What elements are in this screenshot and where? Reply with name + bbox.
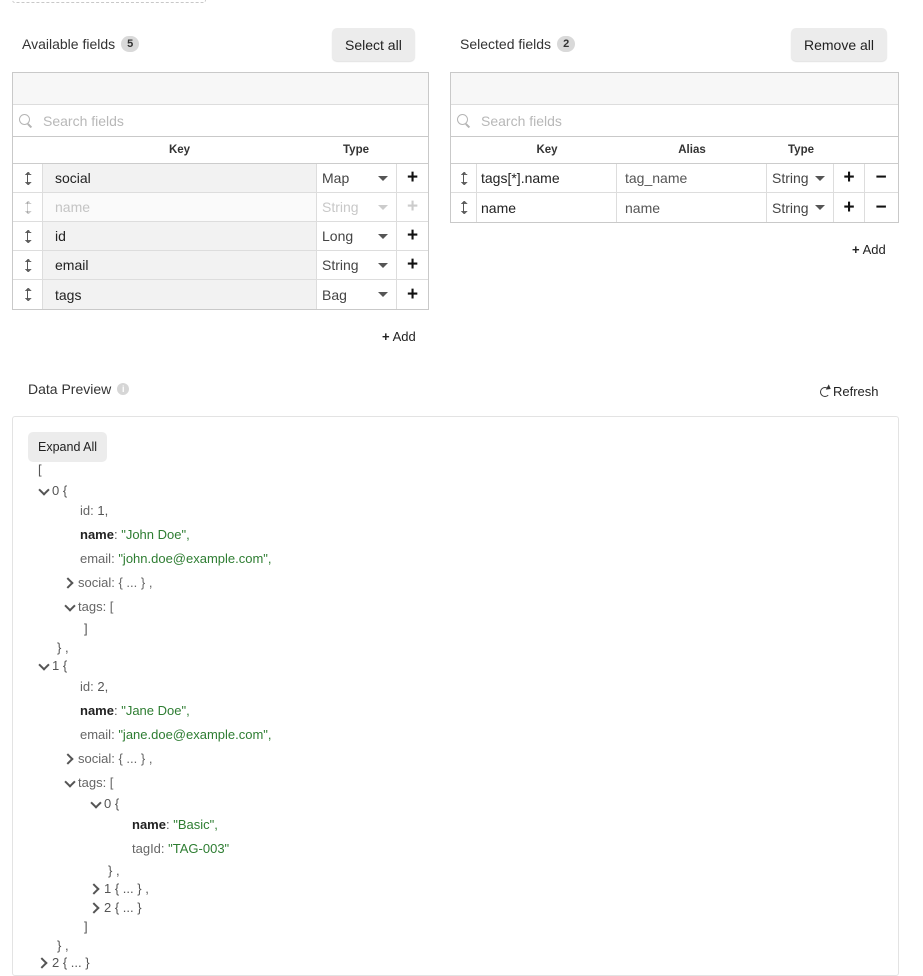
alias-input[interactable]: name	[617, 193, 767, 222]
expand-all-button[interactable]: Expand All	[28, 432, 107, 462]
type-value: String	[322, 199, 359, 215]
node-label: 1 {	[52, 658, 68, 673]
tree-key: tagId:	[132, 841, 165, 856]
chevron-down-icon	[90, 798, 102, 810]
refresh-button[interactable]	[820, 384, 879, 399]
selected-search-bar	[451, 105, 898, 137]
selected-add-link[interactable]	[852, 242, 886, 257]
chevron-right-icon	[64, 577, 76, 589]
tree-key: email:	[80, 727, 115, 742]
tree-node-toggle[interactable]	[90, 796, 119, 811]
tree-line: name : "Jane Doe",	[80, 703, 190, 718]
caret-down-icon	[378, 263, 388, 268]
selected-fields-table	[450, 72, 899, 223]
tree-line	[57, 640, 69, 655]
selected-fields-header	[460, 36, 575, 52]
node-label: social: { ... } ,	[78, 575, 153, 590]
minus-icon: −	[875, 167, 887, 188]
plus-icon: +	[406, 196, 419, 217]
available-fields-header	[22, 36, 139, 52]
tree-value: "jane.doe@example.com",	[118, 727, 272, 742]
search-icon	[19, 114, 33, 128]
type-value: String	[772, 170, 809, 186]
type-select[interactable]	[317, 164, 397, 192]
drag-handle-icon	[460, 172, 468, 185]
tree-node-toggle[interactable]	[38, 658, 67, 673]
caret-down-icon	[378, 234, 388, 239]
field-key: email	[43, 251, 317, 279]
tree-line	[80, 503, 108, 518]
chevron-down-icon	[38, 660, 50, 672]
tree-node-toggle[interactable]	[90, 881, 149, 896]
info-icon[interactable]: i	[117, 383, 129, 395]
data-preview-label: Data Preview	[28, 381, 112, 397]
type-select	[317, 193, 397, 221]
available-table-header	[13, 137, 428, 164]
tree-open-bracket	[38, 462, 42, 477]
table-row	[13, 222, 428, 251]
tree-line	[108, 863, 120, 878]
table-row	[13, 193, 428, 222]
node-label: tags: [	[78, 775, 114, 790]
node-label: social: { ... } ,	[78, 751, 153, 766]
plus-icon: +	[406, 283, 419, 305]
plus-icon: +	[852, 242, 860, 257]
caret-down-icon	[378, 292, 388, 297]
remove-all-button[interactable]: Remove all	[791, 28, 887, 61]
plus-icon: +	[843, 167, 855, 188]
field-key: name	[477, 193, 617, 222]
tree-key: name	[132, 817, 166, 832]
selected-drop-area	[451, 73, 898, 105]
caret-down-icon	[815, 205, 825, 210]
add-field-button[interactable]	[397, 222, 428, 250]
table-row	[13, 164, 428, 193]
node-label: 2 { ... }	[52, 955, 90, 970]
drag-handle-icon	[460, 201, 468, 214]
drag-handle[interactable]	[13, 280, 43, 309]
node-label: 2 { ... }	[104, 900, 142, 915]
type-select[interactable]	[317, 251, 397, 279]
col-type-header: Type	[788, 144, 814, 156]
tree-key: name	[80, 527, 114, 542]
tree-value: "John Doe",	[121, 527, 190, 542]
plus-icon: +	[406, 254, 419, 275]
chevron-down-icon	[38, 485, 50, 497]
bracket-text: ]	[84, 621, 88, 636]
drag-handle-icon	[24, 230, 32, 243]
tree-line	[80, 679, 108, 694]
drag-handle-icon	[24, 288, 32, 301]
field-key: name	[43, 193, 317, 221]
tree-value: "Jane Doe",	[121, 703, 190, 718]
plus-icon: +	[406, 225, 419, 246]
available-fields-table	[12, 72, 429, 310]
caret-down-icon	[378, 176, 388, 181]
table-row	[451, 164, 898, 193]
add-field-button[interactable]	[834, 193, 865, 222]
tree-line: name : "Basic",	[132, 817, 218, 832]
alias-input[interactable]: tag_name	[617, 164, 767, 192]
col-key-header: Key	[168, 144, 191, 156]
remove-field-button[interactable]	[865, 164, 897, 192]
select-all-button[interactable]: Select all	[332, 28, 415, 61]
search-icon	[457, 114, 471, 128]
refresh-label: Refresh	[833, 384, 879, 399]
add-field-button[interactable]	[397, 251, 428, 279]
table-row	[13, 251, 428, 280]
chevron-right-icon	[90, 883, 102, 895]
col-type-header: Type	[343, 144, 369, 156]
selected-fields-title: Selected fields	[460, 36, 552, 52]
drag-handle[interactable]	[451, 164, 477, 192]
drag-handle[interactable]	[13, 222, 43, 250]
tree-line: name : "John Doe",	[80, 527, 190, 542]
available-search-input[interactable]	[41, 112, 341, 130]
available-count-badge: 5	[121, 36, 139, 52]
type-value: Long	[322, 228, 354, 244]
tree-value: 1,	[97, 503, 109, 518]
table-row	[13, 280, 428, 309]
add-label: Add	[392, 329, 416, 344]
refresh-icon	[820, 387, 830, 397]
tree-line	[57, 938, 69, 953]
type-select[interactable]	[317, 280, 397, 309]
available-add-link[interactable]	[382, 329, 416, 344]
col-key-header: Key	[536, 144, 558, 156]
plus-icon: +	[382, 329, 390, 344]
table-row	[451, 193, 898, 222]
chevron-right-icon	[64, 753, 76, 765]
data-preview-title	[28, 381, 129, 397]
chevron-down-icon	[64, 777, 76, 789]
tree-node-toggle[interactable]	[64, 599, 113, 614]
field-key: tags[*].name	[477, 164, 617, 192]
tree-key: name	[80, 703, 114, 718]
available-fields-title: Available fields	[22, 36, 116, 52]
tree-value: "TAG-003"	[168, 841, 230, 856]
chevron-right-icon	[90, 902, 102, 914]
selected-table-header	[451, 137, 898, 164]
bracket-text: [	[38, 462, 42, 477]
type-value: String	[322, 257, 359, 273]
drag-handle[interactable]	[13, 251, 43, 279]
drag-handle-icon	[24, 259, 32, 272]
add-field-button[interactable]	[834, 164, 865, 192]
drop-zone-edge	[12, 0, 206, 3]
tree-node-toggle[interactable]	[90, 900, 142, 915]
tree-line	[132, 841, 229, 856]
node-label: 1 { ... } ,	[104, 881, 149, 896]
type-value: Bag	[322, 286, 347, 303]
bracket-text: } ,	[108, 863, 120, 878]
type-select[interactable]	[317, 222, 397, 250]
drag-handle-icon	[24, 172, 32, 185]
add-field-button	[397, 193, 428, 221]
tree-value: "john.doe@example.com",	[118, 551, 272, 566]
tree-node-toggle[interactable]	[64, 575, 152, 590]
node-label: 0 {	[52, 483, 68, 498]
drag-handle-icon	[24, 201, 32, 214]
tree-key: id:	[80, 679, 94, 694]
tree-line	[84, 919, 88, 934]
bracket-text: ]	[84, 919, 88, 934]
chevron-down-icon	[64, 601, 76, 613]
type-value: Map	[322, 170, 350, 186]
tree-key: id:	[80, 503, 94, 518]
drag-handle	[13, 193, 43, 221]
tree-value: "Basic",	[173, 817, 218, 832]
type-value: String	[772, 199, 809, 216]
bracket-text: } ,	[57, 640, 69, 655]
selected-search-input[interactable]	[479, 112, 779, 130]
node-label: 0 {	[104, 796, 120, 811]
field-key: social	[43, 164, 317, 192]
plus-icon: +	[843, 196, 855, 218]
tree-node-toggle[interactable]	[38, 483, 67, 498]
remove-field-button[interactable]	[865, 193, 897, 222]
add-field-button[interactable]	[397, 164, 428, 192]
drag-handle[interactable]	[13, 164, 43, 192]
tree-value: 2,	[97, 679, 109, 694]
caret-down-icon	[378, 205, 388, 210]
minus-icon: −	[875, 196, 887, 218]
field-key: tags	[43, 280, 317, 309]
field-key: id	[43, 222, 317, 250]
col-alias-header: Alias	[678, 144, 706, 156]
selected-count-badge: 2	[557, 36, 575, 52]
bracket-text: } ,	[57, 938, 69, 953]
available-drop-area	[13, 73, 428, 105]
tree-node-toggle[interactable]	[64, 775, 113, 790]
node-label: tags: [	[78, 599, 114, 614]
type-select[interactable]	[767, 164, 834, 192]
type-select[interactable]	[767, 193, 834, 222]
plus-icon: +	[406, 167, 419, 188]
caret-down-icon	[815, 176, 825, 181]
tree-line	[80, 551, 272, 566]
tree-node-toggle[interactable]	[64, 751, 152, 766]
add-label: Add	[862, 242, 886, 257]
add-field-button[interactable]	[397, 280, 428, 309]
tree-line	[84, 621, 88, 636]
tree-key: email:	[80, 551, 115, 566]
available-search-bar	[13, 105, 428, 137]
drag-handle[interactable]	[451, 193, 477, 222]
tree-line	[80, 727, 272, 742]
